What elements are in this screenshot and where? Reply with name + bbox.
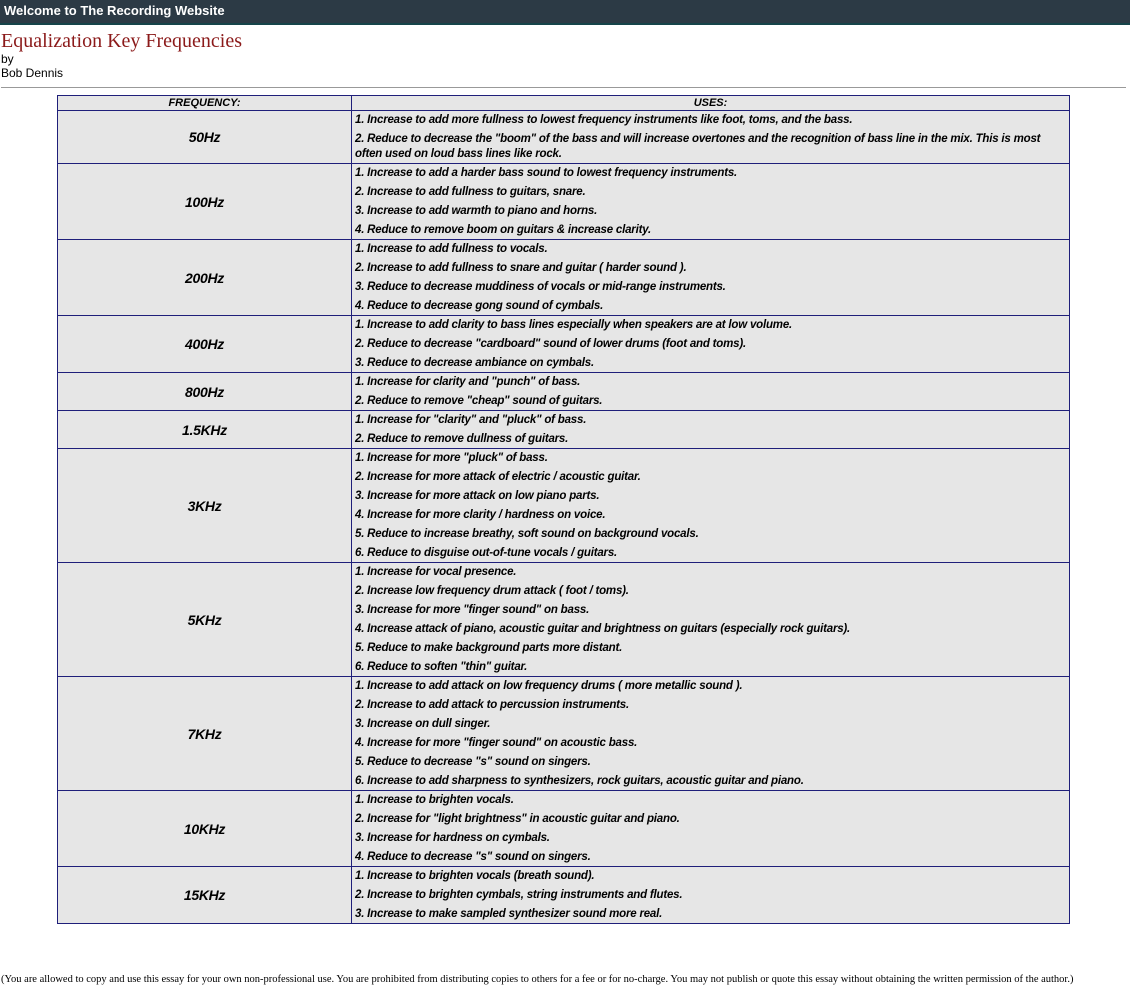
uses-cell xyxy=(352,111,1070,164)
use-item: 5. Reduce to decrease "s" sound on singers. xyxy=(355,756,591,768)
table-row xyxy=(58,563,1070,677)
use-item: 4. Increase for more "finger sound" on acoustic bass. xyxy=(355,737,638,749)
use-item: 1. Increase to add attack on low frequency drums ( more metallic sound ). xyxy=(355,680,743,692)
use-item: 1. Increase for vocal presence. xyxy=(355,566,517,578)
frequency-cell: 10KHz xyxy=(58,791,352,867)
use-item: 2. Reduce to remove dullness of guitars. xyxy=(355,433,569,445)
use-item: 6. Reduce to disguise out-of-tune vocals / guitars. xyxy=(355,547,618,559)
use-item: 1. Increase to add fullness to vocals. xyxy=(355,243,548,255)
use-item: 6. Reduce to soften "thin" guitar. xyxy=(355,661,528,673)
page-title: Equalization Key Frequencies xyxy=(1,30,243,52)
table-row xyxy=(58,677,1070,791)
frequency-column-header: FREQUENCY: xyxy=(58,96,352,111)
use-item: 4. Increase attack of piano, acoustic guitar and brightness on guitars (especially rock guitars). xyxy=(355,623,851,635)
uses-cell xyxy=(352,449,1070,563)
uses-cell xyxy=(352,791,1070,867)
use-item: 2. Increase to brighten cymbals, string instruments and flutes. xyxy=(355,889,683,901)
use-item: 3. Reduce to decrease ambiance on cymbals. xyxy=(355,357,594,369)
table-row xyxy=(58,867,1070,924)
author-name: Bob Dennis xyxy=(1,66,64,80)
frequency-cell: 200Hz xyxy=(58,240,352,316)
use-item: 2. Increase to add fullness to guitars, snare. xyxy=(355,186,586,198)
uses-column-header: USES: xyxy=(352,96,1070,111)
use-item: 4. Increase for more clarity / hardness on voice. xyxy=(355,509,606,521)
use-item: 1. Increase to add a harder bass sound to lowest frequency instruments. xyxy=(355,167,738,179)
use-item: 2. Increase to add fullness to snare and guitar ( harder sound ). xyxy=(355,262,687,274)
use-item: 3. Increase on dull singer. xyxy=(355,718,491,730)
frequency-cell: 800Hz xyxy=(58,373,352,411)
use-item: 2. Reduce to decrease the "boom" of the bass and will increase overtones and the recognition of bass line in the mix. This is most often used on loud bass lines like rock. xyxy=(355,133,1041,160)
frequency-cell: 3KHz xyxy=(58,449,352,563)
use-item: 4. Reduce to decrease gong sound of cymbals. xyxy=(355,300,604,312)
use-item: 3. Increase for hardness on cymbals. xyxy=(355,832,550,844)
banner-text: Welcome to The Recording Website xyxy=(4,3,225,18)
table-row xyxy=(58,316,1070,373)
use-item: 4. Reduce to decrease "s" sound on singers. xyxy=(355,851,591,863)
use-item: 2. Increase to add attack to percussion instruments. xyxy=(355,699,629,711)
table-header-row xyxy=(58,96,1070,111)
table-row xyxy=(58,164,1070,240)
site-banner xyxy=(0,0,1130,25)
copyright-notice: (You are allowed to copy and use this essay for your own non-professional use. You are prohibited from distributing copies to others for a fee or for no-charge. You may not publish or quote this essay without obtaining the written permission of the author.) xyxy=(1,974,1074,985)
table-row xyxy=(58,373,1070,411)
use-item: 2. Increase for "light brightness" in acoustic guitar and piano. xyxy=(355,813,680,825)
frequency-cell: 1.5KHz xyxy=(58,411,352,449)
uses-cell xyxy=(352,867,1070,924)
frequency-cell: 50Hz xyxy=(58,111,352,164)
uses-cell xyxy=(352,373,1070,411)
uses-cell xyxy=(352,164,1070,240)
use-item: 5. Reduce to increase breathy, soft sound on background vocals. xyxy=(355,528,699,540)
use-item: 1. Increase to brighten vocals. xyxy=(355,794,514,806)
table-row xyxy=(58,791,1070,867)
use-item: 3. Reduce to decrease muddiness of vocals or mid-range instruments. xyxy=(355,281,726,293)
use-item: 2. Reduce to remove "cheap" sound of guitars. xyxy=(355,395,603,407)
use-item: 6. Increase to add sharpness to synthesizers, rock guitars, acoustic guitar and piano. xyxy=(355,775,804,787)
uses-cell xyxy=(352,240,1070,316)
use-item: 1. Increase for more "pluck" of bass. xyxy=(355,452,548,464)
frequency-cell: 5KHz xyxy=(58,563,352,677)
table-row xyxy=(58,111,1070,164)
eq-frequency-table xyxy=(57,95,1070,924)
use-item: 5. Reduce to make background parts more distant. xyxy=(355,642,623,654)
frequency-cell: 7KHz xyxy=(58,677,352,791)
frequency-cell: 100Hz xyxy=(58,164,352,240)
use-item: 1. Increase to brighten vocals (breath sound). xyxy=(355,870,595,882)
horizontal-rule xyxy=(1,87,1126,88)
use-item: 1. Increase to add more fullness to lowest frequency instruments like foot, toms, and the bass. xyxy=(355,114,853,126)
use-item: 1. Increase for clarity and "punch" of bass. xyxy=(355,376,581,388)
use-item: 1. Increase for "clarity" and "pluck" of bass. xyxy=(355,414,587,426)
uses-cell xyxy=(352,677,1070,791)
use-item: 3. Increase for more attack on low piano parts. xyxy=(355,490,600,502)
byline-by: by xyxy=(1,52,14,66)
table-row xyxy=(58,449,1070,563)
use-item: 2. Reduce to decrease "cardboard" sound of lower drums (foot and toms). xyxy=(355,338,746,350)
use-item: 3. Increase for more "finger sound" on bass. xyxy=(355,604,590,616)
use-item: 2. Increase low frequency drum attack ( foot / toms). xyxy=(355,585,629,597)
frequency-cell: 400Hz xyxy=(58,316,352,373)
use-item: 2. Increase for more attack of electric / acoustic guitar. xyxy=(355,471,641,483)
uses-cell xyxy=(352,563,1070,677)
use-item: 3. Increase to add warmth to piano and horns. xyxy=(355,205,598,217)
table-body xyxy=(58,111,1070,924)
uses-cell xyxy=(352,316,1070,373)
frequency-cell: 15KHz xyxy=(58,867,352,924)
use-item: 1. Increase to add clarity to bass lines especially when speakers are at low volume. xyxy=(355,319,793,331)
uses-cell xyxy=(352,411,1070,449)
use-item: 3. Increase to make sampled synthesizer sound more real. xyxy=(355,908,663,920)
use-item: 4. Reduce to remove boom on guitars & increase clarity. xyxy=(355,224,651,236)
table-row xyxy=(58,240,1070,316)
table-row xyxy=(58,411,1070,449)
